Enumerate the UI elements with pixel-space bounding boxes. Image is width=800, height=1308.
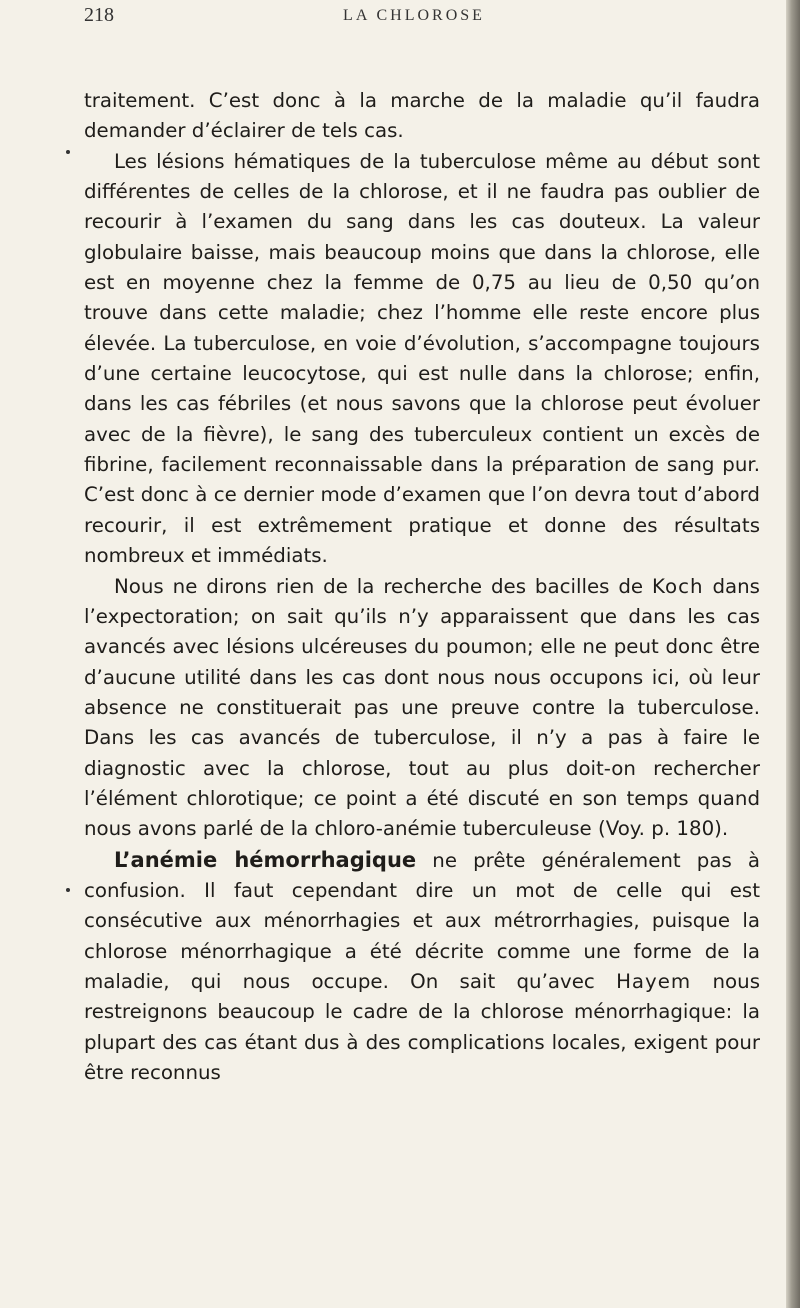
paragraph-3-text-b: dans l’expectoration; on sait qu’ils n’y apparaissent que dans les cas avancés avec lésions ulcéreuses du poumon; elle ne peut donc être d’aucune utilité dans les cas dont nous nous occupons ici, où leur absence ne constituerait pas une preuve contre la tuberculose. Dans les cas avancés de tuberculose, il n’y a pas à faire le diagnostic avec la chlorose, tout au plus doit-on rechercher l’élément chlorotique; ce point a été discuté en son temps quand nous avons parlé de la chloro-anémie tuberculeuse (Voy. p. 180).: [84, 574, 760, 841]
page-header: [84, 0, 784, 40]
body-text: [84, 86, 760, 1088]
author-name-hayem: Hayem: [616, 969, 692, 993]
paragraph-4: [84, 845, 760, 1089]
page-edge-shadow: [786, 0, 800, 1308]
paragraph-3-text-a: Nous ne dirons rien de la recherche des bacilles de: [114, 574, 644, 598]
author-name-koch: Koch: [652, 574, 704, 598]
margin-mark: [66, 888, 70, 892]
section-lead-heading: L’anémie hémorrhagique: [114, 847, 417, 872]
paragraph-4-text-a: ne prête généralement pas à confusion. Il faut cependant dire un mot de celle qui est consécutive aux ménorrhagies et aux métrorrhagies, puisque la chlorose ménorrhagique a été décrite comme une forme de la maladie, qui nous occupe. On sait qu’avec: [84, 848, 760, 993]
page-number: 218: [84, 4, 114, 26]
running-title: LA CHLOROSE: [343, 7, 485, 24]
paragraph-4-text-b: nous restreignons beaucoup le cadre de la chlorose ménorrhagique: la plupart des cas étant dus à des complications locales, exigent pour être reconnus: [84, 969, 760, 1084]
paragraph-3: [84, 572, 760, 845]
paragraph-2: Les lésions hématiques de la tuberculose même au début sont différentes de celles de la chlorose, et il ne faudra pas oublier de recourir à l’examen du sang dans les cas douteux. La valeur globulaire baisse, mais beaucoup moins que dans la chlorose, elle est en moyenne chez la femme de 0,75 au lieu de 0,50 qu’on trouve dans cette maladie; chez l’homme elle reste encore plus élevée. La tuberculose, en voie d’évolution, s’accompagne toujours d’une certaine leucocytose, qui est nulle dans la chlorose; enfin, dans les cas fébriles (et nous savons que la chlorose peut évoluer avec de la fièvre), le sang des tuberculeux contient un excès de fibrine, facilement reconnaissable dans la préparation de sang pur. C’est donc à ce dernier mode d’examen que l’on devra tout d’abord recourir, il est extrêmement pratique et donne des résultats nombreux et immédiats.: [84, 149, 760, 568]
margin-mark: [66, 150, 70, 154]
paragraph-1: traitement. C’est donc à la marche de la maladie qu’il faudra demander d’éclairer de tels cas.: [84, 89, 760, 143]
